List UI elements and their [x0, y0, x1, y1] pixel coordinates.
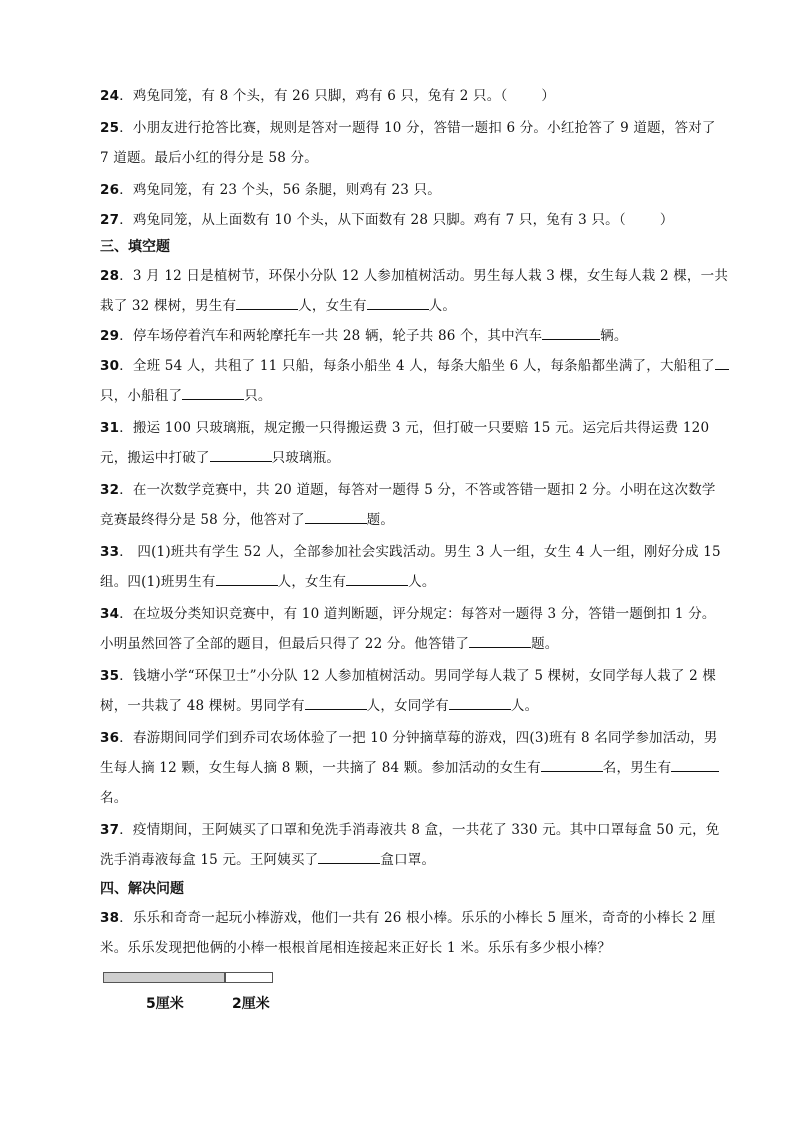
question-text: ．3 月 12 日是植树节，环保小分队 12 人参加植树活动。男生每人栽 3 棵，女生每人栽 2 棵，一共 — [119, 268, 729, 284]
question-36-line1 — [100, 726, 718, 746]
answer-blank[interactable] — [305, 696, 367, 710]
stick-5cm-label: 5厘米 — [146, 996, 184, 1012]
question-number: 33 — [100, 544, 120, 560]
question-26 — [100, 178, 441, 198]
question-32-line1 — [100, 478, 716, 498]
question-number: 28 — [100, 268, 120, 284]
question-number: 26 — [100, 182, 120, 198]
paren-close: ） — [541, 88, 556, 104]
question-34-line2 — [100, 632, 558, 652]
question-text: 只。 — [244, 388, 272, 404]
stick-diagram — [103, 972, 273, 983]
question-text: 洗手消毒液每盒 15 元。王阿姨买了 — [100, 852, 319, 868]
question-number: 38 — [100, 910, 120, 926]
question-text: 只玻璃瓶。 — [271, 450, 341, 466]
question-text: ．钱塘小学“环保卫士”小分队 12 人参加植树活动。男同学每人栽了 5 棵树，女同学每人栽了 2 棵 — [119, 668, 717, 684]
question-text: 元，搬运中打破了 — [100, 450, 210, 466]
question-36-line3: 名。 — [100, 790, 128, 806]
question-34-line1 — [100, 602, 716, 622]
question-text: 人。 — [408, 574, 436, 590]
answer-blank[interactable] — [318, 850, 380, 864]
question-35-line2 — [100, 694, 538, 714]
question-text: 人。 — [428, 298, 457, 314]
question-text: ．鸡兔同笼，从上面数有 10 个头，从下面数有 28 只脚。鸡有 7 只，兔有 3 只。（ — [119, 212, 626, 228]
question-28-line2 — [100, 294, 456, 314]
question-24 — [100, 84, 555, 104]
question-text: ．在一次数学竞赛中，共 20 道题，每答对一题得 5 分，不答或答错一题扣 2 分。小明在这次数学 — [119, 482, 716, 498]
question-number: 37 — [100, 822, 120, 838]
answer-blank[interactable] — [469, 634, 531, 648]
question-text: ．春游期间同学们到乔司农场体验了一把 10 分钟摘草莓的游戏，四(3)班有 8 名同学参加活动，男 — [119, 730, 718, 746]
answer-blank[interactable] — [216, 572, 278, 586]
question-text: ．在垃圾分类知识竞赛中，有 10 道判断题，评分规定：每答对一题得 3 分，答错一题倒扣 1 分。 — [119, 606, 716, 622]
answer-blank[interactable] — [671, 758, 719, 772]
question-text: 人。 — [510, 698, 539, 714]
answer-blank[interactable] — [449, 696, 511, 710]
question-number: 30 — [100, 358, 120, 374]
question-37-line1 — [100, 818, 719, 838]
question-number: 35 — [100, 668, 120, 684]
question-text: ．鸡兔同笼，有 8 个头，有 26 只脚，鸡有 6 只，兔有 2 只。（ — [119, 88, 508, 104]
question-text: 组。四(1)班男生有 — [100, 574, 216, 590]
question-text: ．停车场停着汽车和两轮摩托车一共 28 辆，轮子共 86 个，其中汽车 — [119, 328, 543, 344]
question-number: 29 — [100, 328, 120, 344]
stick-2cm-label: 2厘米 — [232, 996, 270, 1012]
question-35-line1 — [100, 664, 716, 684]
question-text: 生每人摘 12 颗，女生每人摘 8 颗，一共摘了 84 颗。参加活动的女生有 — [100, 760, 541, 776]
question-38-line2: 米。乐乐发现把他俩的小棒一根根首尾相连接起来正好长 1 米。乐乐有多少根小棒？ — [100, 940, 611, 956]
question-31-line2 — [100, 446, 340, 466]
question-number: 24 — [100, 88, 120, 104]
question-number: 31 — [100, 420, 120, 436]
question-30-line1 — [100, 354, 729, 374]
answer-blank[interactable] — [182, 386, 244, 400]
answer-blank[interactable] — [541, 758, 603, 772]
question-text: ．搬运 100 只玻璃瓶，规定搬一只得搬运费 3 元，但打破一只要赔 15 元。运完后共得运费 120 — [119, 420, 710, 436]
question-text: 名，男生有 — [602, 760, 672, 776]
question-number: 25 — [100, 120, 120, 136]
section-heading-fill-in: 三、填空题 — [100, 239, 170, 255]
answer-blank[interactable] — [305, 510, 367, 524]
question-text: ．鸡兔同笼，有 23 个头，56 条腿，则鸡有 23 只。 — [119, 182, 441, 198]
question-32-line2 — [100, 508, 394, 528]
question-text: ．疫情期间，王阿姨买了口罩和免洗手消毒液共 8 盒，一共花了 330 元。其中口罩每盒 50 元，免 — [119, 822, 720, 838]
question-25-line1 — [100, 116, 716, 136]
answer-blank[interactable] — [367, 296, 429, 310]
question-text: ．乐乐和奇奇一起玩小棒游戏，他们一共有 26 根小棒。乐乐的小棒长 5 厘米，奇奇的小棒长 2 厘 — [119, 910, 716, 926]
question-text: 人，女生有 — [298, 298, 367, 314]
question-33-line1 — [100, 540, 721, 560]
question-33-line2 — [100, 570, 436, 590]
question-number: 32 — [100, 482, 120, 498]
question-text: 人，女同学有 — [366, 698, 449, 714]
question-number: 27 — [100, 212, 120, 228]
question-number: 34 — [100, 606, 120, 622]
question-36-line2 — [100, 756, 719, 776]
question-text: 竞赛最终得分是 58 分，他答对了 — [100, 512, 305, 528]
question-text: 题。 — [531, 636, 559, 652]
paren-close: ） — [659, 212, 674, 228]
question-text: 辆。 — [600, 328, 628, 344]
question-text: ． 四(1)班共有学生 52 人，全部参加社会实践活动。男生 3 人一组，女生 4 人一组，刚好分成 15 — [119, 544, 721, 560]
question-30-line2 — [100, 384, 272, 404]
stick-2cm — [225, 972, 273, 983]
question-text: 题。 — [366, 512, 395, 528]
question-text: ．小朋友进行抢答比赛，规则是答对一题得 10 分，答错一题扣 6 分。小红抢答了 9 道题，答对了 — [119, 120, 716, 136]
question-38-line1 — [100, 906, 716, 926]
question-text: 盒口罩。 — [380, 852, 436, 868]
question-text: 树，一共栽了 48 棵树。男同学有 — [100, 698, 305, 714]
answer-blank[interactable] — [346, 572, 408, 586]
question-text: 栽了 32 棵树，男生有 — [100, 298, 237, 314]
answer-blank[interactable] — [236, 296, 298, 310]
answer-blank[interactable] — [715, 356, 729, 370]
question-29 — [100, 324, 628, 344]
question-25-line2: 7 道题。最后小红的得分是 58 分。 — [100, 150, 318, 166]
question-number: 36 — [100, 730, 120, 746]
question-text: 只，小船租了 — [100, 388, 183, 404]
question-text: 小明虽然回答了全部的题目，但最后只得了 22 分。他答错了 — [100, 636, 470, 652]
question-28-line1 — [100, 264, 728, 284]
stick-5cm — [103, 972, 225, 983]
question-27 — [100, 208, 674, 228]
section-heading-problem-solving: 四、解决问题 — [100, 881, 184, 897]
answer-blank[interactable] — [542, 326, 600, 340]
question-31-line1 — [100, 416, 709, 436]
answer-blank[interactable] — [210, 448, 272, 462]
question-text: 人，女生有 — [277, 574, 347, 590]
question-text: ．全班 54 人，共租了 11 只船，每条小船坐 4 人，每条大船坐 6 人，每条船都坐满了，大船租了 — [119, 358, 715, 374]
question-37-line2 — [100, 848, 435, 868]
